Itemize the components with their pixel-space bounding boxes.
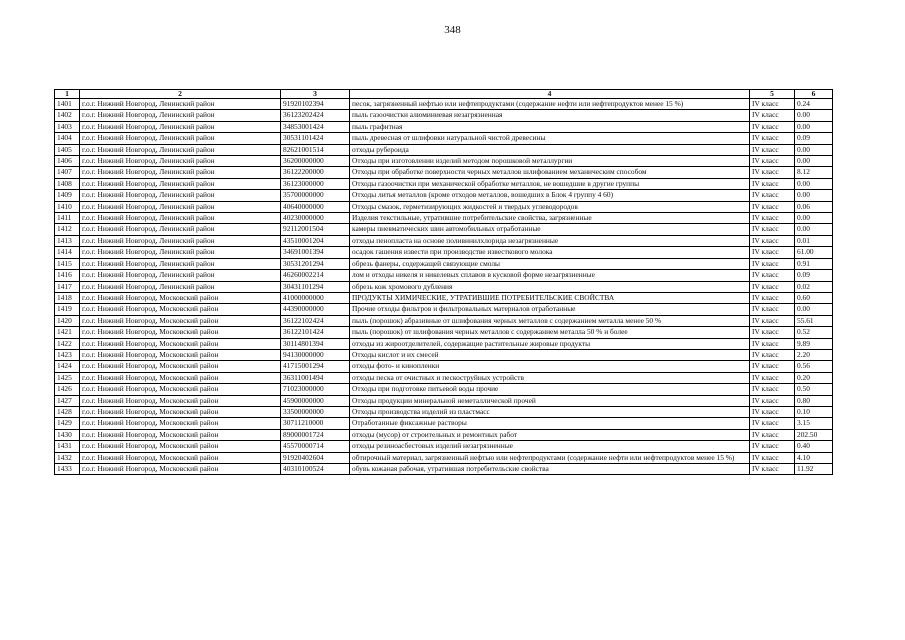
municipality-cell: г.о.г. Нижний Новгород, Московский район <box>80 441 281 452</box>
table-row <box>55 327 833 338</box>
table-row <box>55 178 833 189</box>
amount-cell: 8.12 <box>795 167 833 178</box>
amount-cell: 0.20 <box>795 372 833 383</box>
table-row <box>55 384 833 395</box>
waste-description-cell: пыль графитная <box>350 121 750 132</box>
waste-code-cell: 92112001504 <box>281 224 350 235</box>
waste-code-cell: 34853001424 <box>281 121 350 132</box>
hazard-class-cell: IV класс <box>750 464 795 475</box>
municipality-cell: г.о.г. Нижний Новгород, Московский район <box>80 452 281 463</box>
amount-cell: 9.89 <box>795 338 833 349</box>
table-row <box>55 133 833 144</box>
amount-cell: 0.00 <box>795 110 833 121</box>
municipality-cell: г.о.г. Нижний Новгород, Ленинский район <box>80 201 281 212</box>
waste-description-cell: пыль древесная от шлифовки натуральной чистой древесины <box>350 133 750 144</box>
row-number-cell: 1427 <box>55 395 80 406</box>
amount-cell: 0.00 <box>795 178 833 189</box>
table-row <box>55 121 833 132</box>
column-header: 2 <box>80 90 281 99</box>
municipality-cell: г.о.г. Нижний Новгород, Ленинский район <box>80 247 281 258</box>
municipality-cell: г.о.г. Нижний Новгород, Московский район <box>80 349 281 360</box>
municipality-cell: г.о.г. Нижний Новгород, Ленинский район <box>80 110 281 121</box>
municipality-cell: г.о.г. Нижний Новгород, Ленинский район <box>80 281 281 292</box>
amount-cell: 0.00 <box>795 224 833 235</box>
amount-cell: 0.60 <box>795 292 833 303</box>
waste-description-cell: отходы (мусор) от строительных и ремонтных работ <box>350 429 750 440</box>
waste-code-cell: 36122102424 <box>281 315 350 326</box>
municipality-cell: г.о.г. Нижний Новгород, Московский район <box>80 327 281 338</box>
table-row <box>55 190 833 201</box>
hazard-class-cell: IV класс <box>750 361 795 372</box>
hazard-class-cell: IV класс <box>750 235 795 246</box>
hazard-class-cell: IV класс <box>750 304 795 315</box>
hazard-class-cell: IV класс <box>750 144 795 155</box>
amount-cell: 3.15 <box>795 418 833 429</box>
row-number-cell: 1405 <box>55 144 80 155</box>
hazard-class-cell: IV класс <box>750 429 795 440</box>
municipality-cell: г.о.г. Нижний Новгород, Ленинский район <box>80 258 281 269</box>
municipality-cell: г.о.г. Нижний Новгород, Московский район <box>80 292 281 303</box>
row-number-cell: 1433 <box>55 464 80 475</box>
row-number-cell: 1432 <box>55 452 80 463</box>
waste-description-cell: Отходы производства изделий из пластмасс <box>350 406 750 417</box>
waste-code-cell: 30114801394 <box>281 338 350 349</box>
column-header: 5 <box>750 90 795 99</box>
row-number-cell: 1429 <box>55 418 80 429</box>
waste-description-cell: пыль (порошок) абразивные от шлифования черных металлов с содержанием металла менее 50 % <box>350 315 750 326</box>
row-number-cell: 1420 <box>55 315 80 326</box>
row-number-cell: 1424 <box>55 361 80 372</box>
waste-description-cell: Отходы при обработке поверхности черных металлов шлифованием механическим способом <box>350 167 750 178</box>
municipality-cell: г.о.г. Нижний Новгород, Ленинский район <box>80 167 281 178</box>
amount-cell: 0.52 <box>795 327 833 338</box>
waste-code-cell: 30531101424 <box>281 133 350 144</box>
waste-description-cell: Отходы газоочистки при механической обработке металлов, не вошедшие в другие группы <box>350 178 750 189</box>
table-row <box>55 235 833 246</box>
waste-code-cell: 36200000000 <box>281 156 350 167</box>
municipality-cell: г.о.г. Нижний Новгород, Ленинский район <box>80 190 281 201</box>
row-number-cell: 1402 <box>55 110 80 121</box>
waste-code-cell: 91920402604 <box>281 452 350 463</box>
hazard-class-cell: IV класс <box>750 121 795 132</box>
row-number-cell: 1413 <box>55 235 80 246</box>
row-number-cell: 1422 <box>55 338 80 349</box>
amount-cell: 0.00 <box>795 213 833 224</box>
amount-cell: 0.10 <box>795 406 833 417</box>
waste-code-cell: 41000000000 <box>281 292 350 303</box>
municipality-cell: г.о.г. Нижний Новгород, Ленинский район <box>80 121 281 132</box>
amount-cell: 0.09 <box>795 270 833 281</box>
row-number-cell: 1404 <box>55 133 80 144</box>
table-row <box>55 315 833 326</box>
waste-description-cell: отходы песка от очистных и пескоструйных устройств <box>350 372 750 383</box>
municipality-cell: г.о.г. Нижний Новгород, Ленинский район <box>80 133 281 144</box>
table-row <box>55 156 833 167</box>
waste-description-cell: осадок гашения извести при производстве известкового молока <box>350 247 750 258</box>
row-number-cell: 1423 <box>55 349 80 360</box>
hazard-class-cell: IV класс <box>750 418 795 429</box>
waste-description-cell: Отработанные фиксажные растворы <box>350 418 750 429</box>
municipality-cell: г.о.г. Нижний Новгород, Московский район <box>80 338 281 349</box>
amount-cell: 202.50 <box>795 429 833 440</box>
row-number-cell: 1408 <box>55 178 80 189</box>
column-header: 3 <box>281 90 350 99</box>
table-row <box>55 201 833 212</box>
waste-code-cell: 36122200000 <box>281 167 350 178</box>
hazard-class-cell: IV класс <box>750 349 795 360</box>
amount-cell: 0.91 <box>795 258 833 269</box>
hazard-class-cell: IV класс <box>750 213 795 224</box>
amount-cell: 0.09 <box>795 133 833 144</box>
waste-code-cell: 30531201294 <box>281 258 350 269</box>
table-row <box>55 110 833 121</box>
table-row <box>55 292 833 303</box>
table-header-row <box>55 90 833 99</box>
hazard-class-cell: IV класс <box>750 270 795 281</box>
table-row <box>55 167 833 178</box>
waste-code-cell: 40230000000 <box>281 213 350 224</box>
row-number-cell: 1417 <box>55 281 80 292</box>
row-number-cell: 1407 <box>55 167 80 178</box>
waste-code-cell: 89000001724 <box>281 429 350 440</box>
waste-code-cell: 36311001494 <box>281 372 350 383</box>
amount-cell: 0.02 <box>795 281 833 292</box>
hazard-class-cell: IV класс <box>750 327 795 338</box>
page-number: 348 <box>444 24 461 36</box>
waste-description-cell: обрезь кож хромового дубления <box>350 281 750 292</box>
waste-code-cell: 35700000000 <box>281 190 350 201</box>
municipality-cell: г.о.г. Нижний Новгород, Московский район <box>80 384 281 395</box>
table-row <box>55 338 833 349</box>
table-row <box>55 441 833 452</box>
amount-cell: 0.40 <box>795 441 833 452</box>
waste-code-cell: 44390000000 <box>281 304 350 315</box>
municipality-cell: г.о.г. Нижний Новгород, Московский район <box>80 418 281 429</box>
table-row <box>55 372 833 383</box>
table-row <box>55 406 833 417</box>
hazard-class-cell: IV класс <box>750 384 795 395</box>
amount-cell: 11.92 <box>795 464 833 475</box>
amount-cell: 0.00 <box>795 121 833 132</box>
hazard-class-cell: IV класс <box>750 338 795 349</box>
waste-code-cell: 82621001514 <box>281 144 350 155</box>
table-row <box>55 361 833 372</box>
amount-cell: 4.10 <box>795 452 833 463</box>
row-number-cell: 1416 <box>55 270 80 281</box>
hazard-class-cell: IV класс <box>750 441 795 452</box>
table-row <box>55 464 833 475</box>
waste-code-cell: 91920102394 <box>281 99 350 110</box>
table-row <box>55 213 833 224</box>
waste-code-cell: 34691001394 <box>281 247 350 258</box>
waste-description-cell: пыль (порошок) от шлифования черных металлов с содержанием металла 50 % и более <box>350 327 750 338</box>
waste-description-cell: Отходы при изготовлении изделий методом порошковой металлургии <box>350 156 750 167</box>
amount-cell: 0.00 <box>795 156 833 167</box>
waste-description-cell: Отходы литья металлов (кроме отходов металлов, вошедших в Блок 4 группу 4 60) <box>350 190 750 201</box>
waste-description-cell: отходы рубероида <box>350 144 750 155</box>
amount-cell: 61.00 <box>795 247 833 258</box>
waste-code-cell: 45900000000 <box>281 395 350 406</box>
municipality-cell: г.о.г. Нижний Новгород, Московский район <box>80 304 281 315</box>
waste-code-cell: 36122101424 <box>281 327 350 338</box>
hazard-class-cell: IV класс <box>750 247 795 258</box>
row-number-cell: 1421 <box>55 327 80 338</box>
hazard-class-cell: IV класс <box>750 281 795 292</box>
waste-code-cell: 33500000000 <box>281 406 350 417</box>
amount-cell: 0.56 <box>795 361 833 372</box>
table-row <box>55 270 833 281</box>
amount-cell: 0.50 <box>795 384 833 395</box>
hazard-class-cell: IV класс <box>750 201 795 212</box>
waste-code-cell: 30711210000 <box>281 418 350 429</box>
hazard-class-cell: IV класс <box>750 224 795 235</box>
table-row <box>55 349 833 360</box>
municipality-cell: г.о.г. Нижний Новгород, Ленинский район <box>80 99 281 110</box>
hazard-class-cell: IV класс <box>750 156 795 167</box>
municipality-cell: г.о.г. Нижний Новгород, Московский район <box>80 315 281 326</box>
waste-description-cell: обтирочный материал, загрязненный нефтью или нефтепродуктами (содержание нефти или нефтепродуктов менее 15 %) <box>350 452 750 463</box>
row-number-cell: 1403 <box>55 121 80 132</box>
column-header: 6 <box>795 90 833 99</box>
row-number-cell: 1419 <box>55 304 80 315</box>
hazard-class-cell: IV класс <box>750 315 795 326</box>
table-row <box>55 258 833 269</box>
amount-cell: 0.80 <box>795 395 833 406</box>
municipality-cell: г.о.г. Нижний Новгород, Ленинский район <box>80 144 281 155</box>
amount-cell: 0.06 <box>795 201 833 212</box>
municipality-cell: г.о.г. Нижний Новгород, Московский район <box>80 361 281 372</box>
municipality-cell: г.о.г. Нижний Новгород, Ленинский район <box>80 213 281 224</box>
waste-description-cell: камеры пневматических шин автомобильных отработанные <box>350 224 750 235</box>
waste-description-cell: пыль газоочистки алюминиевая незагрязненная <box>350 110 750 121</box>
waste-description-cell: Отходы продукции минеральной неметаллической прочей <box>350 395 750 406</box>
row-number-cell: 1426 <box>55 384 80 395</box>
waste-code-cell: 43510001204 <box>281 235 350 246</box>
hazard-class-cell: IV класс <box>750 258 795 269</box>
hazard-class-cell: IV класс <box>750 395 795 406</box>
waste-description-cell: Отходы кислот и их смесей <box>350 349 750 360</box>
waste-description-cell: Прочие отходы фильтров и фильтровальных материалов отработанные <box>350 304 750 315</box>
waste-description-cell: обувь кожаная рабочая, утратившая потребительские свойства <box>350 464 750 475</box>
row-number-cell: 1406 <box>55 156 80 167</box>
hazard-class-cell: IV класс <box>750 372 795 383</box>
amount-cell: 55.61 <box>795 315 833 326</box>
table-row <box>55 452 833 463</box>
waste-description-cell: лом и отходы никеля и никелевых сплавов в кусковой форме незагрязненные <box>350 270 750 281</box>
row-number-cell: 1409 <box>55 190 80 201</box>
waste-description-cell: отходы фото- и кинопленки <box>350 361 750 372</box>
waste-code-cell: 36123202424 <box>281 110 350 121</box>
column-header: 1 <box>55 90 80 99</box>
waste-code-cell: 41715001294 <box>281 361 350 372</box>
amount-cell: 2.20 <box>795 349 833 360</box>
waste-description-cell: отходы пенопласта на основе поливинилхлорида незагрязненные <box>350 235 750 246</box>
table-row <box>55 144 833 155</box>
waste-code-cell: 40310100524 <box>281 464 350 475</box>
row-number-cell: 1431 <box>55 441 80 452</box>
hazard-class-cell: IV класс <box>750 452 795 463</box>
hazard-class-cell: IV класс <box>750 406 795 417</box>
municipality-cell: г.о.г. Нижний Новгород, Московский район <box>80 429 281 440</box>
amount-cell: 0.00 <box>795 144 833 155</box>
waste-description-cell: ПРОДУКТЫ ХИМИЧЕСКИЕ, УТРАТИВШИЕ ПОТРЕБИТЕЛЬСКИЕ СВОЙСТВА <box>350 292 750 303</box>
waste-code-cell: 40640000000 <box>281 201 350 212</box>
table-body <box>55 99 833 475</box>
row-number-cell: 1410 <box>55 201 80 212</box>
municipality-cell: г.о.г. Нижний Новгород, Ленинский район <box>80 270 281 281</box>
hazard-class-cell: IV класс <box>750 178 795 189</box>
hazard-class-cell: IV класс <box>750 133 795 144</box>
hazard-class-cell: IV класс <box>750 110 795 121</box>
row-number-cell: 1425 <box>55 372 80 383</box>
municipality-cell: г.о.г. Нижний Новгород, Ленинский район <box>80 235 281 246</box>
table-row <box>55 304 833 315</box>
waste-code-cell: 94130000000 <box>281 349 350 360</box>
row-number-cell: 1428 <box>55 406 80 417</box>
waste-description-cell: Изделия текстильные, утратившие потребительские свойства, загрязненные <box>350 213 750 224</box>
table-row <box>55 224 833 235</box>
amount-cell: 0.00 <box>795 190 833 201</box>
table-row <box>55 247 833 258</box>
municipality-cell: г.о.г. Нижний Новгород, Московский район <box>80 464 281 475</box>
hazard-class-cell: IV класс <box>750 190 795 201</box>
municipality-cell: г.о.г. Нижний Новгород, Ленинский район <box>80 178 281 189</box>
table-row <box>55 429 833 440</box>
municipality-cell: г.о.г. Нижний Новгород, Ленинский район <box>80 156 281 167</box>
waste-code-cell: 30431101294 <box>281 281 350 292</box>
table-row <box>55 99 833 110</box>
waste-code-cell: 46260002214 <box>281 270 350 281</box>
municipality-cell: г.о.г. Нижний Новгород, Московский район <box>80 406 281 417</box>
municipality-cell: г.о.г. Нижний Новгород, Московский район <box>80 372 281 383</box>
row-number-cell: 1411 <box>55 213 80 224</box>
row-number-cell: 1430 <box>55 429 80 440</box>
table-row <box>55 281 833 292</box>
amount-cell: 0.01 <box>795 235 833 246</box>
row-number-cell: 1401 <box>55 99 80 110</box>
waste-code-cell: 71023000000 <box>281 384 350 395</box>
waste-code-cell: 36123000000 <box>281 178 350 189</box>
table-row <box>55 418 833 429</box>
row-number-cell: 1418 <box>55 292 80 303</box>
row-number-cell: 1415 <box>55 258 80 269</box>
waste-description-cell: Отходы при подготовке питьевой воды прочие <box>350 384 750 395</box>
hazard-class-cell: IV класс <box>750 167 795 178</box>
waste-description-cell: песок, загрязненный нефтью или нефтепродуктами (содержание нефти или нефтепродуктов менее 15 %) <box>350 99 750 110</box>
hazard-class-cell: IV класс <box>750 292 795 303</box>
waste-table <box>54 89 833 475</box>
waste-description-cell: отходы резиноасбестовых изделий незагрязненные <box>350 441 750 452</box>
waste-description-cell: обрезь фанеры, содержащей связующие смолы <box>350 258 750 269</box>
row-number-cell: 1414 <box>55 247 80 258</box>
amount-cell: 0.00 <box>795 304 833 315</box>
table-row <box>55 395 833 406</box>
column-header: 4 <box>350 90 750 99</box>
hazard-class-cell: IV класс <box>750 99 795 110</box>
waste-description-cell: Отходы смазок, герметизирующих жидкостей и твердых углеводородов <box>350 201 750 212</box>
municipality-cell: г.о.г. Нижний Новгород, Московский район <box>80 395 281 406</box>
municipality-cell: г.о.г. Нижний Новгород, Ленинский район <box>80 224 281 235</box>
waste-description-cell: отходы из жироотделителей, содержащие растительные жировые продукты <box>350 338 750 349</box>
row-number-cell: 1412 <box>55 224 80 235</box>
amount-cell: 0.24 <box>795 99 833 110</box>
waste-code-cell: 45570000714 <box>281 441 350 452</box>
